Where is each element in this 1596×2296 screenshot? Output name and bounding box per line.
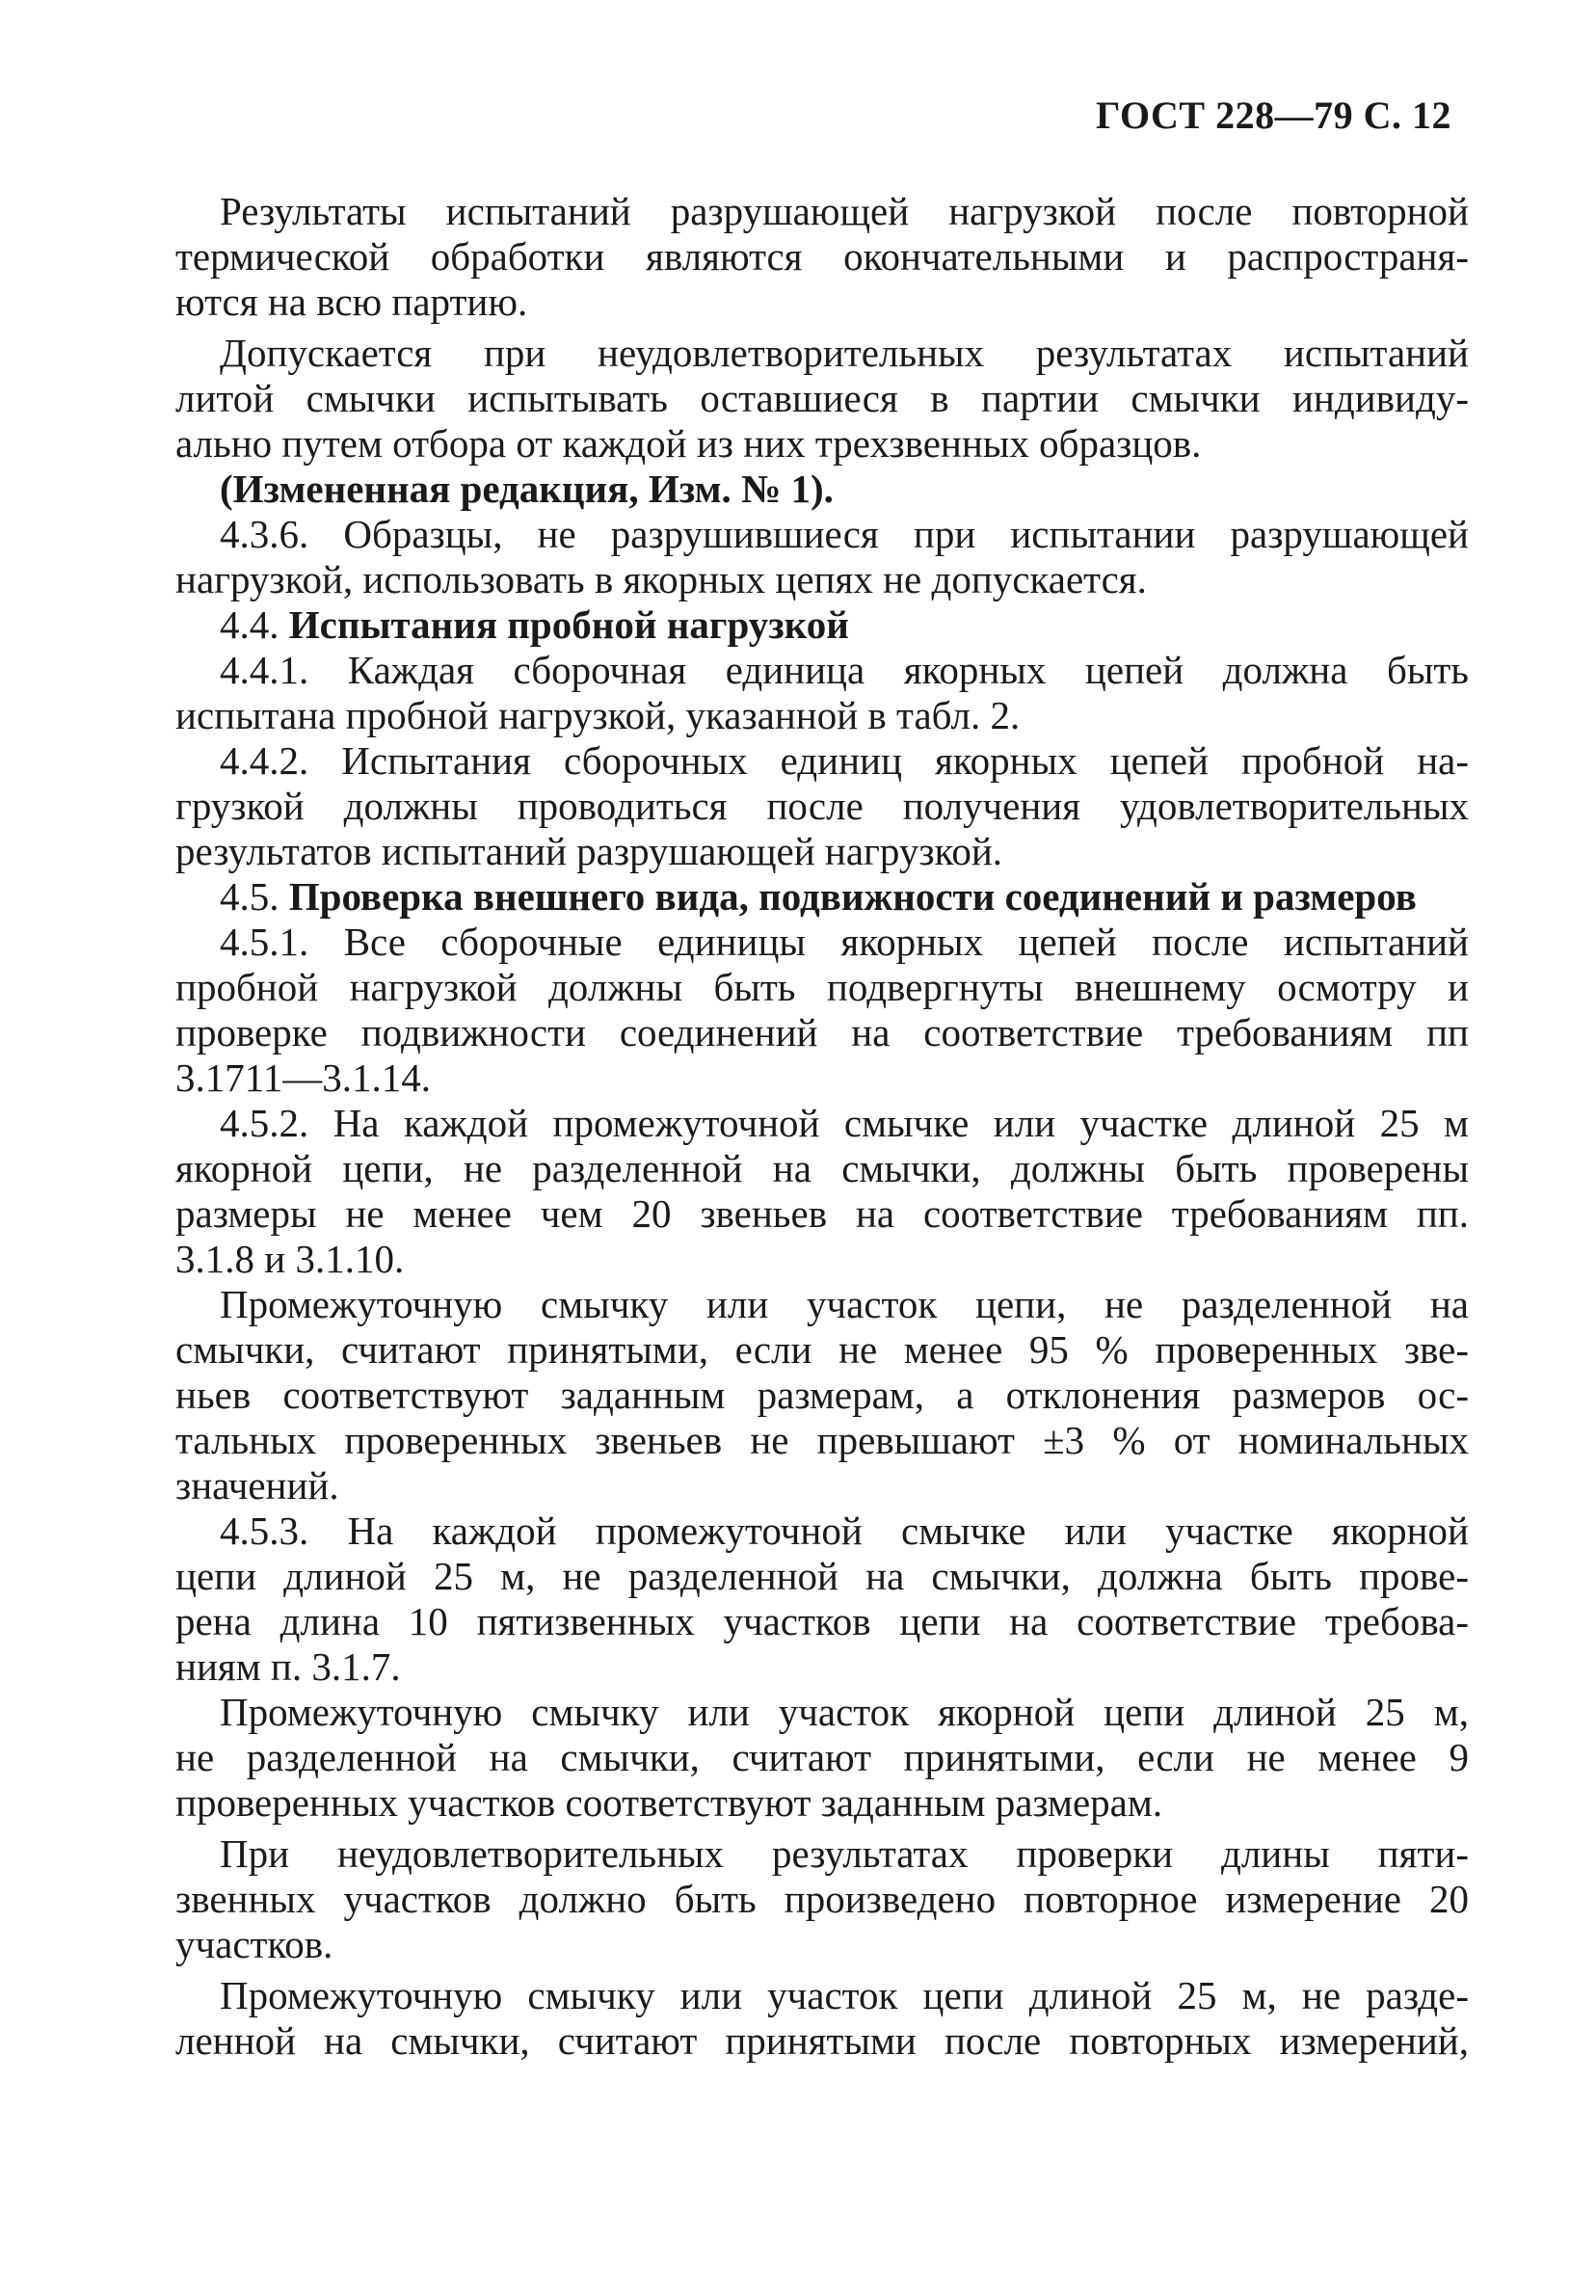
text-line: участков. [175, 1922, 333, 1966]
text-line: 4.4.2. Испытания сборочных единиц якорных цепей пробной на- [220, 738, 1469, 783]
text-line: 4.5.3. На каждой промежуточной смычке или участке якорной [220, 1508, 1469, 1553]
text-line: ньев соответствуют заданным размерам, а отклонения размеров ос- [175, 1373, 1469, 1417]
text-line: ально путем отбора от каждой из них трехзвенных образцов. [175, 421, 1202, 466]
section-heading [175, 874, 1469, 920]
section-number: 4.5. [220, 874, 279, 919]
text-line: Промежуточную смычку или участок якорной цепи длиной 25 м, [220, 1690, 1469, 1734]
text-line: якорной цепи, не разделенной на смычки, должны быть проверены [175, 1146, 1469, 1190]
text-line: 3.1.8 и 3.1.10. [175, 1237, 405, 1281]
text-line: пробной нагрузкой должны быть подвергнуты внешнему осмотру и [175, 965, 1469, 1009]
text-line: проверенных участков соответствуют заданным размерам. [175, 1780, 1163, 1825]
text-line: рена длина 10 пятизвенных участков цепи на соответствие требова- [175, 1599, 1469, 1643]
text-line: 3.1711—3.1.14. [175, 1055, 431, 1100]
text-line: 4.3.6. Образцы, не разрушившиеся при испытании разрушающей [220, 512, 1469, 556]
text-line: 4.4.1. Каждая сборочная единица якорных цепей должна быть [220, 648, 1469, 692]
section-title: Испытания пробной нагрузкой [288, 602, 849, 647]
text-line: звенных участков должно быть произведено повторное измерение 20 [175, 1877, 1469, 1921]
text-line: результатов испытаний разрушающей нагрузкой. [175, 829, 1003, 873]
text-line: 4.5.2. На каждой промежуточной смычке или участке длиной 25 м [220, 1101, 1469, 1145]
section-heading [175, 602, 1469, 648]
document-body [175, 189, 1469, 2064]
text-line: смычки, считают принятыми, если не менее 95 % проверенных зве- [175, 1327, 1469, 1372]
text-line: Результаты испытаний разрушающей нагрузкой после повторной [220, 189, 1469, 233]
text-line: ниям п. 3.1.7. [175, 1644, 401, 1689]
text-line: испытана пробной нагрузкой, указанной в табл. 2. [175, 693, 1021, 737]
text-line: При неудовлетворительных результатах проверки длины пяти- [220, 1831, 1469, 1876]
text-line: цепи длиной 25 м, не разделенной на смычки, должна быть прове- [175, 1554, 1469, 1598]
text-line: Промежуточную смычку или участок цепи, не разделенной на [220, 1282, 1469, 1326]
text-line: грузкой должны проводиться после получения удовлетворительных [175, 784, 1469, 828]
text-line: размеры не менее чем 20 звеньев на соответствие требованиям пп. [175, 1191, 1469, 1236]
text-line: Промежуточную смычку или участок цепи длиной 25 м, не разде- [220, 1973, 1469, 2017]
text-line: проверке подвижности соединений на соответствие требованиям пп [175, 1010, 1469, 1055]
text-line: литой смычки испытывать оставшиеся в партии смычки индивиду- [175, 376, 1469, 420]
text-line: ются на всю партию. [175, 280, 528, 324]
amendment-note: (Измененная редакция, Изм. № 1). [220, 467, 834, 511]
section-number: 4.4. [220, 602, 279, 647]
text-line: ленной на смычки, считают принятыми после повторных измерений, [175, 2018, 1469, 2063]
text-line: не разделенной на смычки, считают принятыми, если не менее 9 [175, 1735, 1469, 1779]
text-line: термической обработки являются окончательными и распространя- [175, 234, 1469, 279]
page-header: ГОСТ 228—79 С. 12 [1095, 93, 1451, 137]
text-line: значений. [175, 1463, 339, 1508]
text-line: 4.5.1. Все сборочные единицы якорных цепей после испытаний [220, 920, 1469, 964]
text-line: тальных проверенных звеньев не превышают ±3 % от номинальных [175, 1418, 1469, 1462]
text-line: Допускается при неудовлетворительных результатах испытаний [220, 331, 1469, 375]
section-title: Проверка внешнего вида, подвижности соединений и размеров [288, 874, 1417, 919]
text-line: нагрузкой, использовать в якорных цепях не допускается. [175, 557, 1147, 601]
